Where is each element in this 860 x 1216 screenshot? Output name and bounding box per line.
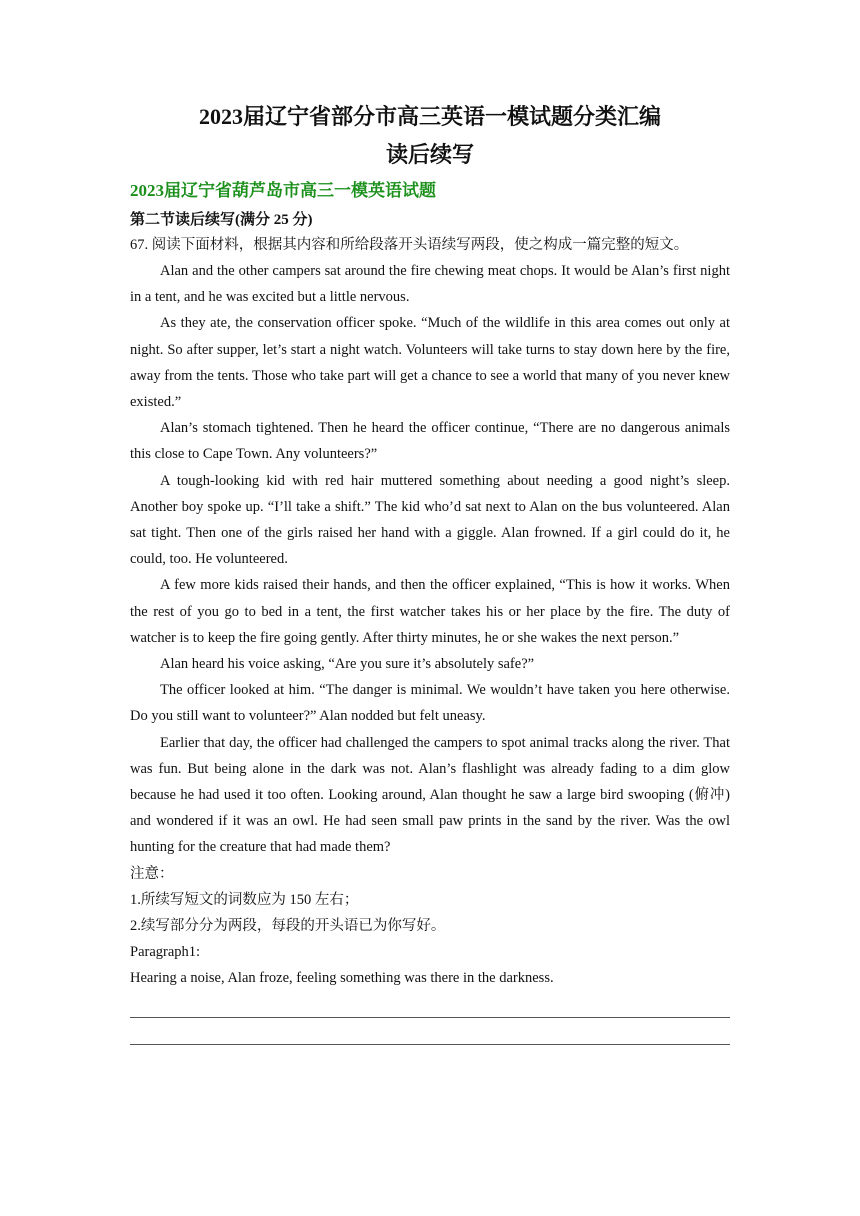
- notes-rule-paragraphs: 2.续写部分分为两段，每段的开头语已为你写好。: [130, 917, 446, 934]
- notes-heading: 注意：: [130, 865, 174, 882]
- writing-line[interactable]: [130, 991, 730, 1018]
- story-paragraph: Alan heard his voice asking, “Are you sure it’s absolutely safe?”: [160, 656, 535, 673]
- story-paragraph: Alan and the other campers sat around the fire chewing meat chops. It would be Alan’s first night in a tent, and he was excited but a little nervous.: [130, 263, 730, 306]
- story-paragraph: Alan’s stomach tightened. Then he heard the officer continue, “There are no dangerous animals this close to Cape Town. Any volunteers?”: [130, 420, 730, 463]
- paragraph1-label: Paragraph1:: [130, 943, 201, 960]
- paragraph1-opening: Hearing a noise, Alan froze, feeling something was there in the darkness.: [130, 969, 554, 986]
- story-paragraph: A few more kids raised their hands, and then the officer explained, “This is how it works. When the rest of you go to bed in a tent, the first watcher takes his or her place by the fire. The duty of watcher is to keep the fire going gently. After thirty minutes, he or she wakes the next person.”: [130, 577, 730, 646]
- section-heading: 第二节读后续写(满分 25 分): [130, 212, 313, 228]
- document-subtitle: 读后续写: [385, 142, 474, 167]
- question-instruction: 67. 阅读下面材料，根据其内容和所给段落开头语续写两段，使之构成一篇完整的短文。: [130, 237, 689, 253]
- document-title: 2023届辽宁省部分市高三英语一模试题分类汇编: [198, 104, 661, 129]
- story-paragraph: A tough-looking kid with red hair muttered something about needing a good night’s sleep. Another boy spoke up. “I’ll take a shift.” The kid who’d sat next to Alan on the bus volunteered. Alan sat tight. Then one of the girls raised her hand with a giggle. Alan frowned. If a girl could do it, he could, too. He volunteered.: [130, 472, 730, 568]
- story-paragraph: The officer looked at him. “The danger is minimal. We wouldn’t have taken you here otherwise. Do you still want to volunteer?” Alan nodded but felt uneasy.: [130, 682, 730, 725]
- notes-rule-word-count: 1.所续写短文的词数应为 150 左右；: [130, 891, 359, 908]
- story-paragraph: As they ate, the conservation officer spoke. “Much of the wildlife in this area comes out only at night. So after supper, let’s start a night watch. Volunteers will take turns to stay down here by the fire, away from the tents. Those who take part will get a chance to see a world that many of you never knew existed.”: [130, 315, 730, 411]
- exam-source-heading: 2023届辽宁省葫芦岛市高三一模英语试题: [130, 181, 436, 200]
- story-paragraph: Earlier that day, the officer had challenged the campers to spot animal tracks along the river. That was fun. But being alone in the dark was not. Alan’s flashlight was already fading to a dim glow because he had used it too often. Looking around, Alan thought he saw a large bird swooping (俯冲) and wondered if it was an owl. He had seen small paw prints in the sand by the river. Was the owl hunting for the creature that had made them?: [130, 734, 730, 856]
- document-page: [130, 100, 730, 1045]
- writing-line[interactable]: [130, 1018, 730, 1045]
